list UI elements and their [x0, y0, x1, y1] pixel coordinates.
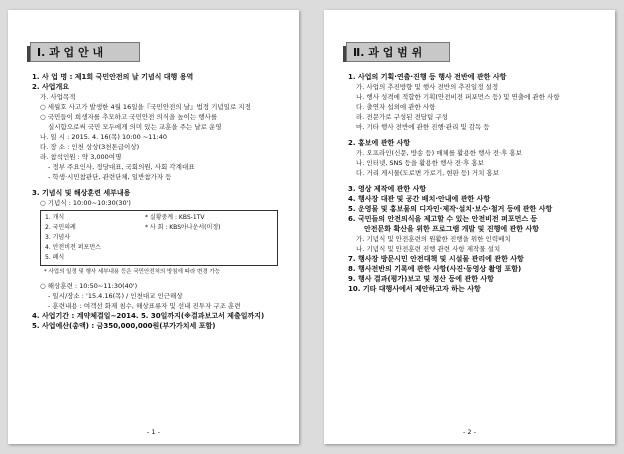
section-heading-line: 10. 기타 대행사에서 제안하고자 하는 사항: [348, 285, 481, 293]
text-line: 나. 일 시 : 2015. 4. 16(목) 10:00 ~11:40: [40, 133, 167, 141]
page-number: - 2 -: [463, 428, 476, 436]
text-line: - 학생·시민참관단, 관련단체, 일반참가자 등: [48, 173, 172, 181]
text-line: 라. 전문가로 구성된 전담팀 구성: [356, 113, 448, 121]
section-heading-line: 안전문화 확산을 위한 프로그램 개발 및 진행에 관한 사항: [364, 225, 540, 233]
program-item: 1. 개식: [45, 214, 65, 221]
program-row: [45, 253, 273, 263]
text-line: 다. 출연자 섭외에 관한 사항: [356, 103, 436, 111]
section-heading-line: 2. 사업개요: [32, 83, 70, 91]
text-line: - 훈련내용 : 여객선 화재 침수, 해상표류자 및 선내 진투자 구조 훈련: [48, 302, 241, 310]
text-line: 다. 거리 게시물(도로변 가로기, 현판 등) 거치 홍보: [356, 169, 499, 177]
page-2-content: [348, 72, 605, 294]
text-line: 라. 참석인원 : 약 3,000여명: [40, 153, 122, 161]
section-heading-line: 5. 운영물 및 홍보물의 디자인·제작·설치·보수·철거 등에 관한 사항: [348, 205, 553, 213]
section-heading-line: 8. 행사전반의 기록에 관한 사항(사진·동영상 촬영 포함): [348, 265, 522, 273]
program-row: [45, 213, 273, 223]
text-line: 가. 오프라인(신문, 방송 등) 매체를 활용한 행사 전·후 홍보: [356, 149, 522, 157]
text-line: 가. 기념식 및 안전훈련의 원활한 진행을 위한 인력배치: [356, 235, 511, 243]
section-heading-line: 3. 영상 제작에 관한 사항: [348, 185, 427, 193]
section-heading-line: 1. 사업의 기획·연출·진행 등 행사 전반에 관한 사항: [348, 73, 507, 81]
program-row: [45, 233, 273, 243]
section-heading-line: 4. 사업기간 : 계약체결일~2014. 5. 30일까지(※결과보고서 제출일까지): [32, 312, 265, 320]
section-heading-line: 3. 기념식 및 해상훈련 세부내용: [32, 189, 131, 197]
program-item: 3. 기념사: [45, 234, 71, 241]
section-header-1: Ⅰ. 과 업 안 내: [30, 42, 140, 62]
section-heading-line: 2. 홍보에 관한 사항: [348, 139, 411, 147]
text-line: 나. 행사 성격에 적합한 기획(안전비전 퍼포먼스 등) 및 연출에 관한 사항: [356, 93, 560, 101]
section-heading-line: 6. 국민들의 안전의식을 제고할 수 있는 안전비전 퍼포먼스 등: [348, 215, 538, 223]
program-row: [45, 243, 273, 253]
section-heading-line: 9. 행사 결과(평가)보고 및 정산 등에 관한 사항: [348, 275, 494, 283]
text-line: ○ 세월호 사고가 발생한 4월 16일을『국민안전의 날』법정 기념일로 지정: [40, 103, 251, 111]
text-line: 다. 장 소 : 인천 상상(3천톤급이상): [40, 143, 140, 151]
page-number: - 1 -: [147, 428, 160, 436]
text-line: ○ 국민들이 희생자를 추모하고 국민안전 의식을 높이는 행사를: [40, 113, 218, 121]
program-item: 4. 안전비전 퍼포먼스: [45, 244, 101, 251]
ceremony-program-box: [40, 210, 278, 266]
section-heading-line: 4. 행사장 대관 및 공간 배치·안내에 관한 사항: [348, 195, 491, 203]
text-line: 마. 기타 행사 전반에 관한 진행·관리 및 감독 등: [356, 123, 490, 131]
text-line: 가. 사업의 추진방향 및 행사 전반의 추진일정 설정: [356, 83, 499, 91]
program-note: * 사업의 일정 및 행사 세부내용 등은 국민안전처의 방침에 따라 변경 가능: [44, 269, 221, 275]
text-line: 나. 기념식 및 안전훈련 진행 관련 사항 제작물 설치: [356, 245, 501, 253]
text-line: - 일시/장소 : '15.4.16(목) / 인천대교 인근해상: [48, 292, 183, 300]
text-line: - 정부 주요인사, 정당대표, 국회의원, 사회 각계대표: [48, 163, 195, 171]
text-line: 실시함으로써 국민 모두에게 의미 있는 교훈을 주는 날로 운영: [48, 123, 222, 131]
document-page-2: [324, 10, 615, 444]
section-heading-line: 7. 행사장 방문시민 안전대책 및 시설물 관리에 관한 사항: [348, 255, 524, 263]
program-detail: * 사 회 : KBS아나운서(미정): [145, 224, 221, 231]
text-line: 나. 인터넷, SNS 등을 활용한 행사 전·후 홍보: [356, 159, 484, 167]
program-item: 5. 폐식: [45, 254, 65, 261]
text-line: ○ 기념식 : 10:00~10:30(30'): [40, 199, 131, 207]
text-line: ○ 해상훈련 : 10:50~11:30(40'): [40, 282, 138, 290]
section-header-2: Ⅱ. 과 업 범 위: [346, 42, 450, 62]
program-row: [45, 223, 273, 233]
program-detail: * 실황중계 : KBS-1TV: [145, 214, 205, 221]
text-line: 가. 사업목적: [40, 93, 76, 101]
document-page-1: [8, 10, 299, 444]
page-gap: [301, 10, 321, 444]
section-heading-line: 1. 사 업 명 : 제1회 국민안전의 날 기념식 대행 용역: [32, 73, 194, 81]
section-heading-line: 5. 사업예산(총액) : 금350,000,000원(부가가치세 포함): [32, 322, 216, 330]
page-1-content: [32, 72, 289, 331]
program-item: 2. 국민의례: [45, 224, 76, 231]
